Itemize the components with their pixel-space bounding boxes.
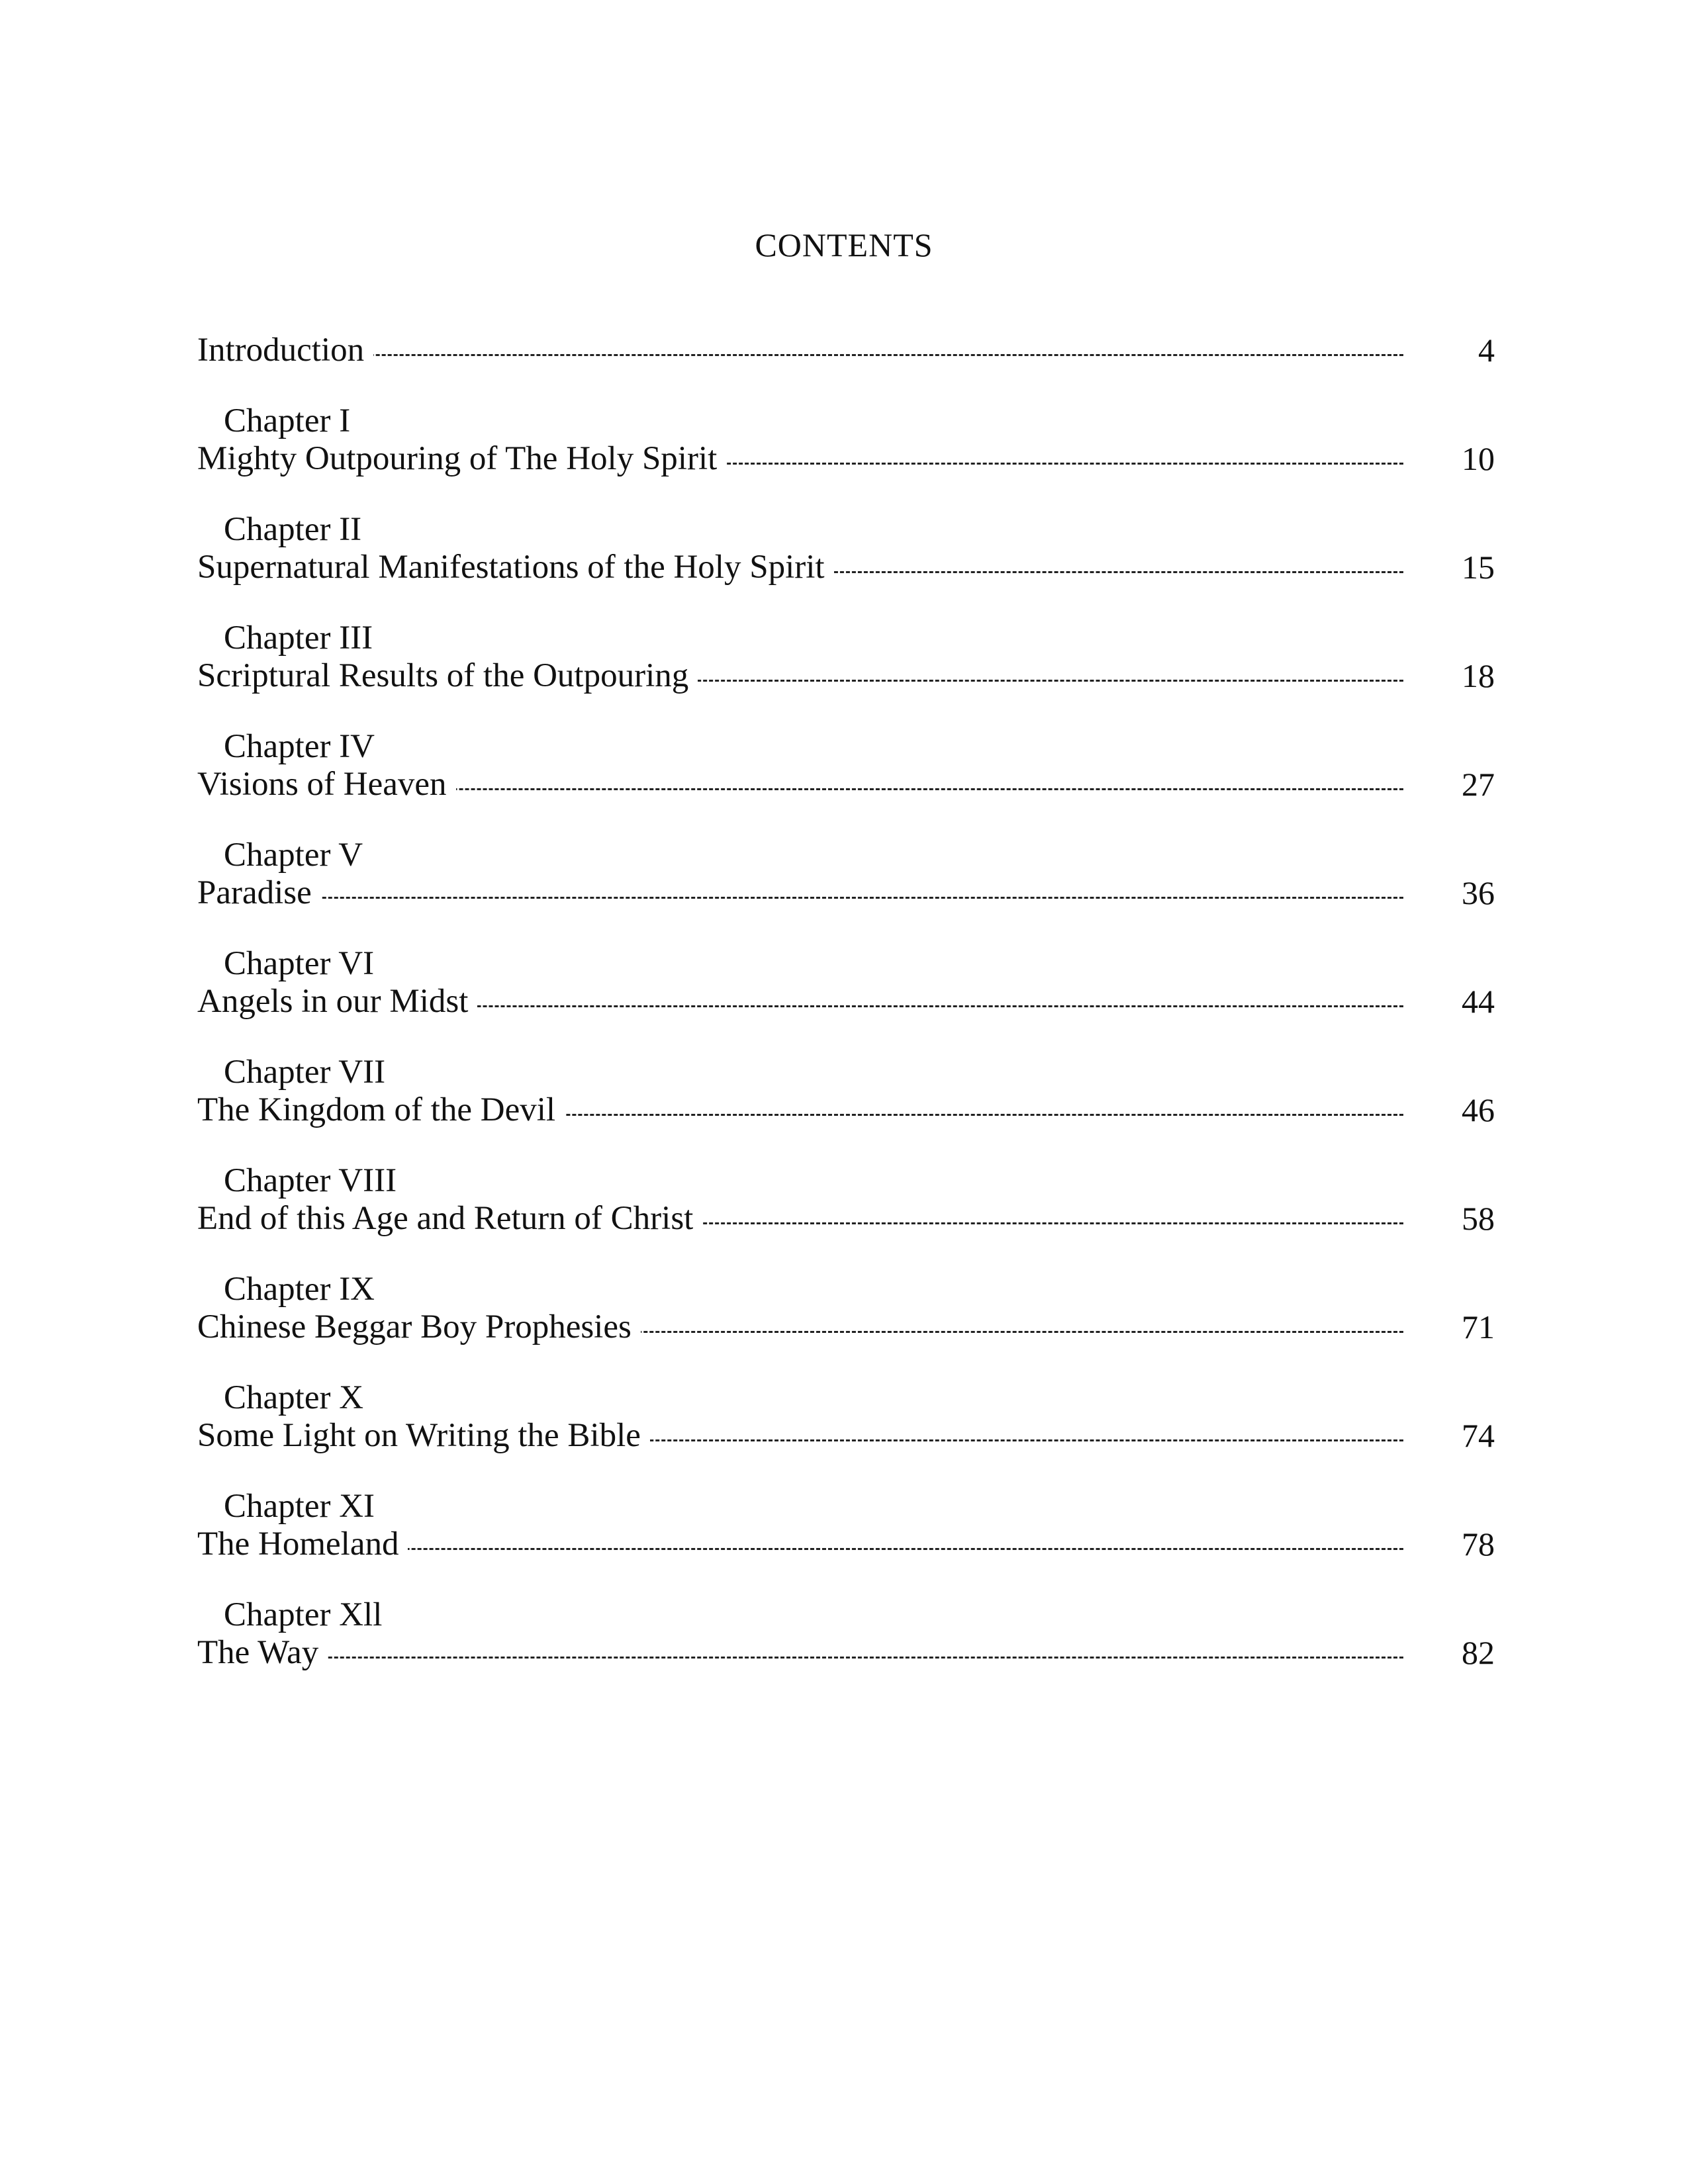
entry-title: The Kingdom of the Devil [197, 1091, 565, 1129]
chapter-label: Chapter VI [224, 945, 375, 982]
toc-line [197, 331, 1495, 369]
entry-title: Some Light on Writing the Bible [197, 1416, 650, 1455]
toc-line [197, 548, 1495, 586]
chapter-label: Chapter VII [224, 1054, 386, 1091]
toc-line [197, 874, 1495, 912]
chapter-label: Chapter IX [224, 1271, 375, 1308]
entry-title: Mighty Outpouring of The Holy Spirit [197, 439, 726, 478]
chapter-label: Chapter V [224, 837, 363, 874]
chapter-label: Chapter III [224, 619, 373, 657]
page-number: 44 [1462, 983, 1495, 1020]
toc-entry-chapter-3 [197, 619, 1495, 695]
entry-title: The Homeland [197, 1525, 408, 1563]
toc-entry-chapter-6 [197, 945, 1495, 1021]
page-number: 18 [1462, 657, 1495, 694]
entry-title: Scriptural Results of the Outpouring [197, 657, 698, 695]
toc-entry-chapter-5 [197, 837, 1495, 912]
page-number: 27 [1462, 766, 1495, 803]
entry-title: The Way [197, 1633, 328, 1672]
chapter-label: Chapter X [224, 1379, 364, 1416]
page-title: CONTENTS [755, 226, 933, 263]
dash-leader [197, 1657, 1403, 1659]
table-of-contents [197, 331, 1495, 1705]
page-number: 10 [1462, 440, 1495, 477]
page-number: 82 [1462, 1634, 1495, 1671]
chapter-label: Chapter II [224, 511, 362, 548]
chapter-label: Chapter VIII [224, 1162, 397, 1199]
toc-entry-chapter-1 [197, 402, 1495, 478]
toc-line [197, 1308, 1495, 1346]
toc-entry-chapter-11 [197, 1488, 1495, 1563]
page-number: 46 [1462, 1091, 1495, 1128]
page-number: 74 [1462, 1417, 1495, 1454]
toc-line [197, 1416, 1495, 1455]
entry-title: Supernatural Manifestations of the Holy Spirit [197, 548, 834, 586]
toc-entry-introduction [197, 331, 1495, 369]
toc-entry-chapter-4 [197, 728, 1495, 803]
dash-leader [197, 897, 1403, 899]
toc-entry-chapter-8 [197, 1162, 1495, 1238]
toc-line [197, 765, 1495, 803]
toc-entry-chapter-2 [197, 511, 1495, 586]
toc-line [197, 982, 1495, 1021]
entry-title: End of this Age and Return of Christ [197, 1199, 702, 1238]
entry-title: Chinese Beggar Boy Prophesies [197, 1308, 641, 1346]
toc-entry-chapter-10 [197, 1379, 1495, 1455]
toc-entry-chapter-9 [197, 1271, 1495, 1346]
toc-line [197, 1091, 1495, 1129]
toc-entry-chapter-7 [197, 1054, 1495, 1129]
entry-title: Paradise [197, 874, 321, 912]
entry-title: Angels in our Midst [197, 982, 477, 1021]
chapter-label: Chapter XI [224, 1488, 375, 1525]
toc-line [197, 1633, 1495, 1672]
toc-line [197, 1525, 1495, 1563]
page-number: 78 [1462, 1525, 1495, 1563]
chapter-label: Chapter I [224, 402, 351, 439]
toc-line [197, 1199, 1495, 1238]
page-number: 15 [1462, 549, 1495, 586]
toc-line [197, 439, 1495, 478]
dash-leader [197, 354, 1403, 356]
toc-line [197, 657, 1495, 695]
chapter-label: Chapter IV [224, 728, 375, 765]
entry-title: Introduction [197, 331, 373, 369]
page-number: 36 [1462, 874, 1495, 911]
chapter-label: Chapter Xll [224, 1596, 383, 1633]
page-number: 58 [1462, 1200, 1495, 1237]
page-number: 4 [1478, 332, 1495, 369]
entry-title: Visions of Heaven [197, 765, 456, 803]
page-number: 71 [1462, 1308, 1495, 1345]
toc-entry-chapter-12 [197, 1596, 1495, 1672]
